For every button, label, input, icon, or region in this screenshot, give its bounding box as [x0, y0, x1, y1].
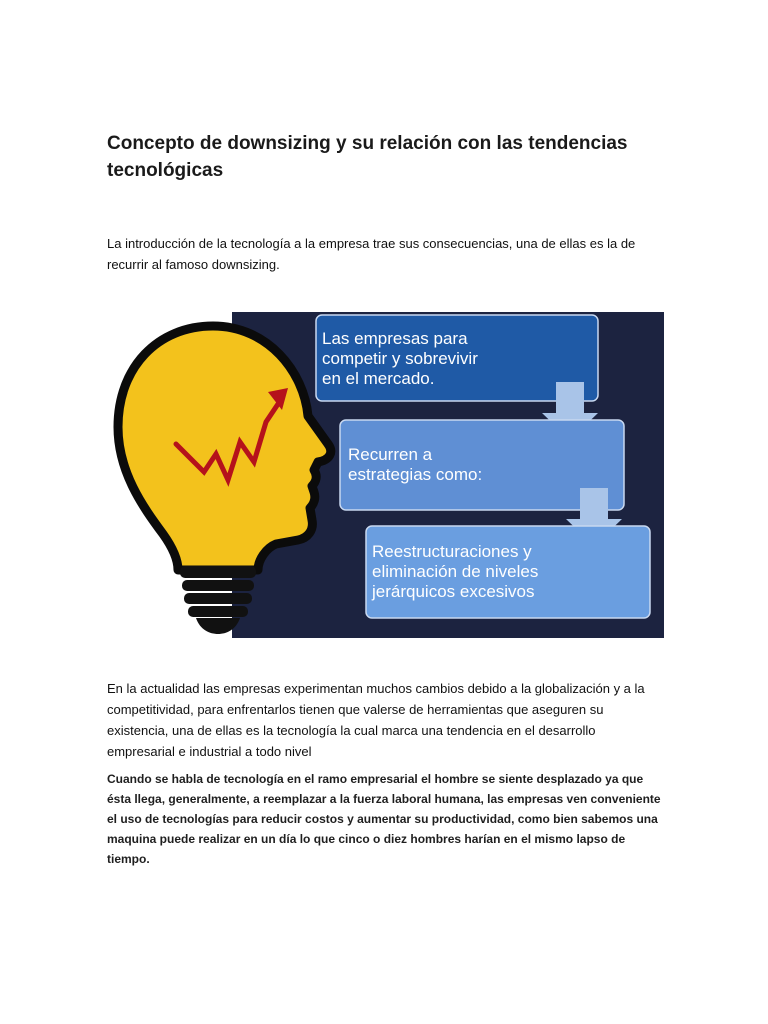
box2-line-2: estrategias como: [348, 465, 483, 484]
box1-line-2: competir y sobrevivir [322, 349, 478, 368]
body-paragraph-3: Cuando se habla de tecnología en el ramo empresarial el hombre se siente desplazado ya que ésta llega, generalmente, a reemplazar a la fuerza laboral humana, las empresas ven conveniente el uso de tecnologías para reducir costos y aumentar su productividad, como bien sabemos una maquina puede realizar en un día lo que cinco o diez hombres harían en el mismo lapso de tiempo. [107, 772, 661, 866]
svg-text:Reestructuraciones y [371, 542, 543, 601]
box1-line-1: Las empresas para [322, 329, 468, 348]
page-title: Concepto de downsizing y su relación con las tendencias tecnológicas [107, 133, 628, 181]
downsizing-infographic [108, 312, 664, 638]
step-box-3 [366, 526, 650, 618]
body-paragraph-2: En la actualidad las empresas experimentan muchos cambios debido a la globalización y a la competitividad, para enfrentarlos tienen que valerse de herramientas que aseguren su existencia, una de ellas es la tecnología la cual marca una tendencia en el desarrollo empresarial e industrial a todo nivel [107, 681, 645, 759]
intro-paragraph: La introducción de la tecnología a la empresa trae sus consecuencias, una de ellas es la de recurrir al famoso downsizing. [107, 236, 636, 272]
box3-line-2: eliminación de niveles [372, 562, 539, 581]
step-box-1 [316, 315, 598, 401]
box2-line-1: Recurren a [348, 445, 433, 464]
box1-line-3: en el mercado. [322, 369, 435, 388]
box3-line-3: jerárquicos excesivos [372, 582, 535, 601]
box3-line-1: Reestructuraciones y [372, 542, 532, 561]
